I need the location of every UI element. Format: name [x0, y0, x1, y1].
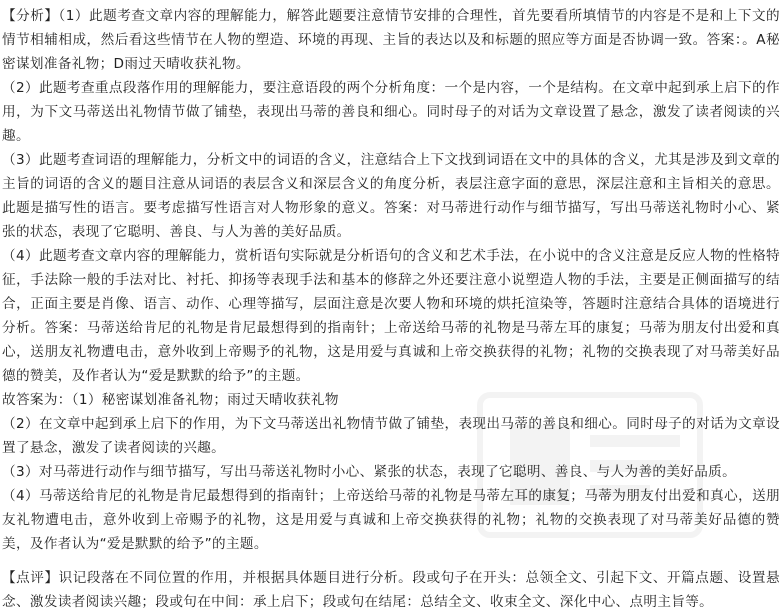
comment-section: [0, 566, 780, 614]
comment-paragraph: 【点评】识记段落在不同位置的作用，并根据具体题目进行分析。段或句子在开头：总领全文、引起下文、开篇点题、设置悬念、激发读者阅读兴趣；段或句在中间：承上启下；段或句在结尾：总结全文、收束全文、深化中心、点明主旨等。: [2, 570, 780, 610]
analysis-paragraph-1: 【分析】（1）此题考查文章内容的理解能力，解答此题要注意情节安排的合理性，首先要看所填情节的内容是不是和上下文的情节相辅相成，然后看这些情节在人物的塑造、环境的再现、主旨的表达以及和标题的照应等方面是否协调一致。答案：。A秘密谋划准备礼物；D雨过天晴收获礼物。: [2, 8, 780, 72]
answer-paragraph-1: 故答案为：（1）秘密谋划准备礼物；雨过天晴收获礼物: [2, 392, 339, 408]
answer-paragraph-4: （4）马蒂送给肯尼的礼物是肯尼最想得到的指南针；上帝送给马蒂的礼物是马蒂左耳的康复；马蒂为朋友付出爱和真心，送朋友礼物遭电击，意外收到上帝赐予的礼物，这是用爱与真诚和上帝交换获得的礼物；礼物的交换表现了对马蒂美好品德的赞美，及作者认为“爱是默默的给予”的主题。: [2, 488, 780, 552]
analysis-paragraph-2: （2）此题考查重点段落作用的理解能力，要注意语段的两个分析角度：一个是内容，一个是结构。在文章中起到承上启下的作用，为下文马蒂送出礼物情节做了铺垫，表现出马蒂的善良和细心。同时母子的对话为文章设置了悬念，激发了读者阅读的兴趣。: [2, 80, 780, 144]
answer-section: [0, 388, 780, 556]
analysis-paragraph-3: （3）此题考查词语的理解能力，分析文中的词语的含义，注意结合上下文找到词语在文中的具体的含义，尤其是涉及到文章的主旨的词语的含义的题目注意从词语的表层含义和深层含义的角度分析，表层注意字面的意思，深层注意和主旨相关的意思。此题是描写性的语言。要考虑描写性语言对人物形象的意义。答案：对马蒂进行动作与细节描写，写出马蒂送礼物时小心、紧张的状态，表现了它聪明、善良、与人为善的美好品质。: [2, 152, 780, 240]
section-spacer: [0, 556, 780, 566]
analysis-paragraph-4: （4）此题考查文章内容的理解能力，赏析语句实际就是分析语句的含义和艺术手法，在小说中的含义注意是反应人物的性格特征，手法除一般的手法对比、衬托、抑扬等表现手法和基本的修辞之外还要注意小说塑造人物的手法，主要是正侧面描写的结合，正面主要是肖像、语言、动作、心理等描写，层面注意是次要人物和环境的烘托渲染等，答题时注意结合具体的语境进行分析。答案：马蒂送给肯尼的礼物是肯尼最想得到的指南针；上帝送给马蒂的礼物是马蒂左耳的康复；马蒂为朋友付出爱和真心，送朋友礼物遭电击，意外收到上帝赐予的礼物，这是用爱与真诚和上帝交换获得的礼物；礼物的交换表现了对马蒂美好品德的赞美，及作者认为“爱是默默的给予”的主题。: [2, 248, 780, 384]
answer-paragraph-2: （2）在文章中起到承上启下的作用，为下文马蒂送出礼物情节做了铺垫，表现出马蒂的善良和细心。同时母子的对话为文章设置了悬念，激发了读者阅读的兴趣。: [2, 416, 780, 456]
answer-paragraph-3: （3）对马蒂进行动作与细节描写，写出马蒂送礼物时小心、紧张的状态，表现了它聪明、善良、与人为善的美好品质。: [2, 464, 737, 480]
